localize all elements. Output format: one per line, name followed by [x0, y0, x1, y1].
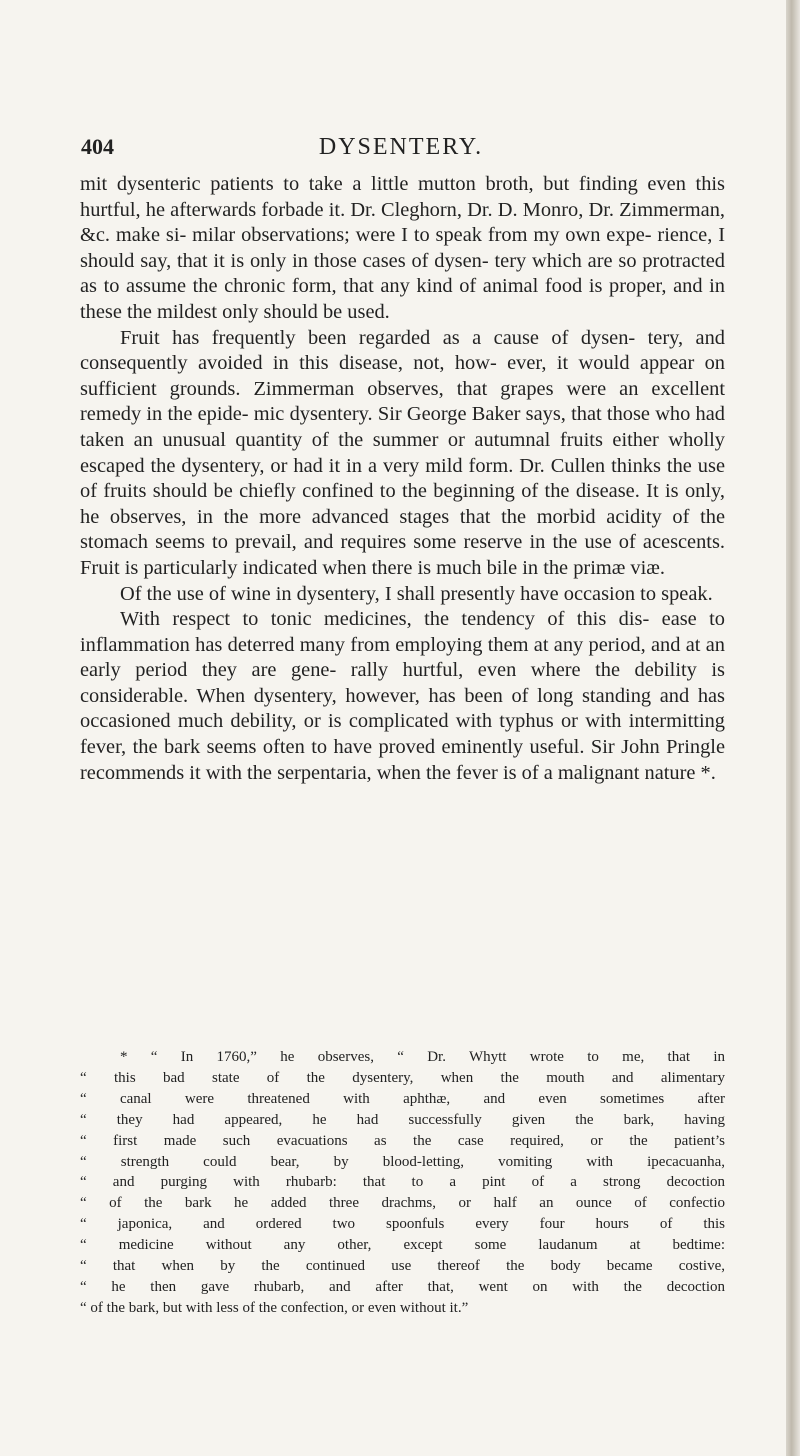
paragraph-4: With respect to tonic medicines, the tendency of this dis- ease to inflammation has deterred many from employing them at any period, and at an early period they are gene- rally hurtful, even where the debility is considerable. When dysentery, however, has been of long standing and has occasioned much debility, or is complicated with typhus or with intermitting fever, the bark seems often to have proved eminently useful. Sir John Pringle recommends it with the serpentaria, when the fever is of a malignant nature *.	[80, 608, 725, 784]
footnote-line: * “ In 1760,” he observes, “ Dr. Whytt wrote to me, that in	[120, 1049, 725, 1065]
footnote	[80, 1047, 725, 1319]
footnote-line: “ of the bark he added three drachms, or half an ounce of confectio	[80, 1195, 725, 1212]
footnote-line: “ medicine without any other, except some laudanum at bedtime:	[80, 1237, 725, 1254]
footnote-line: “ and purging with rhubarb: that to a pint of a strong decoction	[80, 1174, 725, 1191]
footnote-line: “ they had appeared, he had successfully given the bark, having	[80, 1111, 725, 1128]
footnote-line: “ first made such evacuations as the case required, or the patient’s	[80, 1132, 725, 1149]
body-text	[80, 172, 725, 786]
paragraph-3: Of the use of wine in dysentery, I shall presently have occasion to speak.	[120, 582, 713, 605]
footnote-line: “ that when by the continued use thereof the body became costive,	[80, 1258, 725, 1275]
page-edge-shadow	[786, 0, 800, 1456]
footnote-line: “ japonica, and ordered two spoonfuls every four hours of this	[80, 1216, 725, 1233]
paragraph-2: Fruit has frequently been regarded as a cause of dysen- tery, and consequently avoided in this disease, not, how- ever, it would appear on sufficient grounds. Zimmerman observes, that grapes were an excellent remedy in the epide- mic dysentery. Sir George Baker says, that those who had taken an unusual quantity of the summer or autumnal fruits either wholly escaped the dysentery, or had it in a very mild form. Dr. Cullen thinks the use of fruits should be chiefly confined to the beginning of the disease. It is only, he observes, in the more advanced stages that the morbid acidity of the stomach seems to prevail, and requires some reserve in the use of acescents. Fruit is particularly indicated when there is much bile in the primæ viæ.	[80, 326, 725, 579]
footnote-line: “ he then gave rhubarb, and after that, went on with the decoction	[80, 1278, 725, 1295]
footnote-line: “ strength could bear, by blood-letting, vomiting with ipecacuanha,	[80, 1153, 725, 1170]
footnote-line: “ canal were threatened with aphthæ, and even sometimes after	[80, 1090, 725, 1107]
footnote-line: “ of the bark, but with less of the confection, or even without it.”	[80, 1299, 469, 1316]
running-head: DYSENTERY.	[318, 134, 484, 160]
page-header	[81, 134, 721, 168]
paragraph-1: mit dysenteric patients to take a little mutton broth, but finding even this hurtful, he afterwards forbade it. Dr. Cleghorn, Dr. D. Monro, Dr. Zimmerman, &c. make si- milar observations; were I to speak from my own expe- rience, I should say, that it is only in those cases of dysen- tery which are so protracted as to assume the chronic form, that any kind of animal food is proper, and in these the mildest only should be used.	[80, 173, 725, 323]
footnote-line: “ this bad state of the dysentery, when the mouth and alimentary	[80, 1069, 725, 1086]
page-number: 404	[81, 134, 114, 159]
